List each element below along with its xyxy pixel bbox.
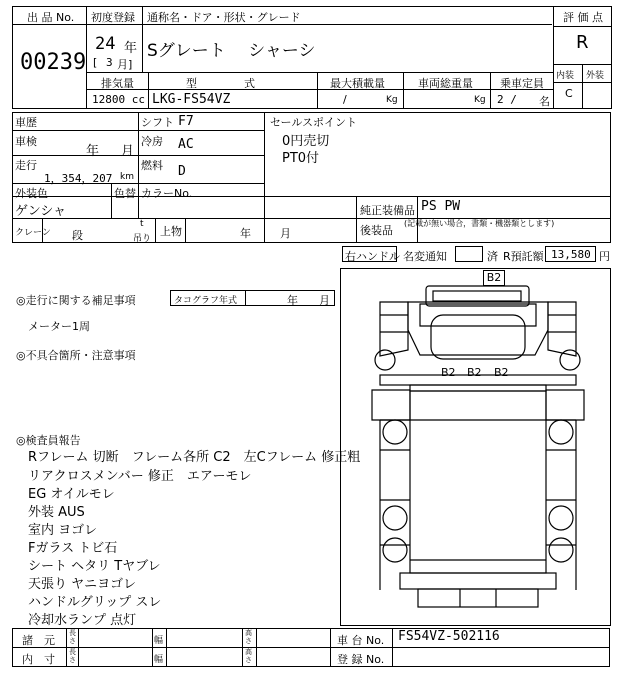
mileage-value: 1，354，207 xyxy=(44,172,113,185)
inspector-line: リアクロスメンバー 修正 エアーモレ xyxy=(28,469,252,484)
length-label: 長 さ xyxy=(69,648,76,664)
inspection-month-unit: 月 xyxy=(121,144,135,159)
inspector-line: ハンドルグリップ スレ xyxy=(28,595,162,610)
top-year: 年 xyxy=(240,227,251,240)
inspector-line: Fガラス トビ石 xyxy=(28,541,118,556)
crane-stage: 段 xyxy=(72,229,83,242)
aftermarket-note: (記載が無い場合，書類・機器類とします) xyxy=(404,219,555,228)
sales-point: 0円売切 xyxy=(282,134,330,149)
registration-label: 登 録 No. xyxy=(337,653,385,666)
model-label: 型 xyxy=(186,77,197,90)
inspector-line: 冷却水ランプ 点灯 xyxy=(28,613,137,628)
inspector-line: 天張り ヤニヨゴレ xyxy=(28,577,137,592)
right-mirror xyxy=(560,350,580,370)
chassis-label: 車 台 No. xyxy=(337,634,385,647)
damage-mark: B2 xyxy=(467,366,482,379)
first-registration-month: 3 xyxy=(106,56,113,69)
sales-point: PT0付 xyxy=(282,151,320,166)
inspector-line: 外装 AUS xyxy=(28,505,85,520)
right-handle-badge: 右ハンドル xyxy=(345,250,400,263)
mileage-label: 走行 xyxy=(15,159,37,172)
score-label: 評 価 点 xyxy=(563,11,603,24)
cargo-bed xyxy=(410,391,546,573)
recycle-unit: 円 xyxy=(599,250,610,263)
recycle-value: 13,580 xyxy=(551,248,591,261)
tacho-year: 年 xyxy=(287,294,298,307)
lot-label: 出 品 No. xyxy=(27,11,75,24)
exterior-color-label: 外装色 xyxy=(15,187,48,200)
height-label: 高 さ xyxy=(245,648,252,664)
capacity-label: 乗車定員 xyxy=(500,77,544,90)
damage-mark: B2 xyxy=(494,366,509,379)
ac-label: 冷房 xyxy=(141,135,163,148)
mileage-unit: km xyxy=(120,172,134,182)
displacement-label: 排気量 xyxy=(101,77,134,90)
inspector-line: Rフレーム 切断 フレーム各所 C2 左Cフレーム 修正粗 xyxy=(28,450,361,465)
month-open-bracket: [ xyxy=(93,56,98,69)
month-unit: 月] xyxy=(117,58,133,71)
ac-value: AC xyxy=(178,137,194,152)
tacho-label: タコグラフ年式 xyxy=(174,296,238,306)
left-mirror xyxy=(375,350,395,370)
recycle-label: R預託額 xyxy=(503,250,544,263)
model-label-2: 式 xyxy=(244,77,255,90)
fuel-value: D xyxy=(178,164,186,179)
fuel-label: 燃料 xyxy=(141,159,163,172)
meter-note: メーター1周 xyxy=(28,320,90,333)
inspector-line: EG オイルモレ xyxy=(28,487,115,502)
tacho-month: 月 xyxy=(319,294,330,307)
inspector-line: 室内 ヨゴレ xyxy=(28,523,98,538)
capacity-unit: 名 xyxy=(539,95,550,108)
exterior-label: 外装 xyxy=(586,71,605,81)
crane-hoist: 吊り xyxy=(133,234,152,244)
grade-value: Sグレート シャーシ xyxy=(147,41,316,61)
max-load-label: 最大積載量 xyxy=(330,77,385,90)
aftermarket-label: 後装品 xyxy=(360,224,393,237)
max-load-unit: Kg xyxy=(386,95,398,105)
interior-score: C xyxy=(565,87,573,100)
shift-label: シフト xyxy=(141,116,174,129)
genuine-equipment-label: 純正装備品 xyxy=(360,204,415,217)
grade-label: 通称名・ドア・形状・グレード xyxy=(147,11,301,24)
sales-point-label: セールスポイント xyxy=(270,116,358,129)
model-code: LKG-FS54VZ xyxy=(152,92,231,107)
lot-number: 00239 xyxy=(20,50,87,75)
gross-weight-unit: Kg xyxy=(474,95,486,105)
damage-mark: B2 xyxy=(483,270,505,286)
rear-bumper xyxy=(400,573,556,589)
top-month: 月 xyxy=(280,227,291,240)
inspection-year-unit: 年 xyxy=(86,144,100,159)
capacity-value: 2 / xyxy=(497,93,517,106)
top-label: 上物 xyxy=(160,225,182,238)
history-label: 車歴 xyxy=(15,116,37,129)
cab-roof xyxy=(426,286,529,306)
gross-weight-label: 車両総重量 xyxy=(418,77,473,90)
color-change-label: 色替 xyxy=(114,187,136,200)
year-unit: 年 xyxy=(124,41,138,56)
width-label: 幅 xyxy=(154,655,164,665)
height-label: 高 さ xyxy=(245,629,252,645)
inspector-title: ◎検査員報告 xyxy=(16,434,81,447)
crane-label: クレーン xyxy=(15,228,51,238)
color-number-label: カラーNo. xyxy=(141,187,193,200)
spec-row-label: 諸 元 xyxy=(22,634,55,647)
inspector-line: シート ヘタリ Tヤブレ xyxy=(28,559,161,574)
displacement-value: 12800 cc xyxy=(92,93,145,106)
chassis-number: FS54VZ-502116 xyxy=(398,629,500,644)
max-load-slash: / xyxy=(343,93,347,106)
exterior-color-value: ゲンシャ xyxy=(15,204,67,219)
defect-title: ◎不具合箇所・注意事項 xyxy=(16,349,136,362)
width-label: 幅 xyxy=(154,636,164,646)
name-change-label: 名変通知 xyxy=(403,250,447,263)
genuine-equipment-value: PS PW xyxy=(421,199,461,214)
first-registration-label: 初度登録 xyxy=(91,11,135,24)
interior-label: 内装 xyxy=(556,71,575,81)
inner-dimension-label: 内 寸 xyxy=(22,653,55,666)
shift-value: F7 xyxy=(178,114,194,129)
length-label: 長 さ xyxy=(69,629,76,645)
running-notes-title: ◎走行に関する補足事項 xyxy=(16,294,136,307)
overall-score: R xyxy=(576,32,589,53)
cab-body xyxy=(408,302,548,355)
crane-ton: t xyxy=(140,219,144,229)
deposit-label: 済 xyxy=(487,250,498,263)
windshield xyxy=(431,315,525,359)
first-registration-year: 24 xyxy=(95,34,116,54)
damage-mark: B2 xyxy=(441,366,456,379)
inspection-label: 車検 xyxy=(15,135,37,148)
